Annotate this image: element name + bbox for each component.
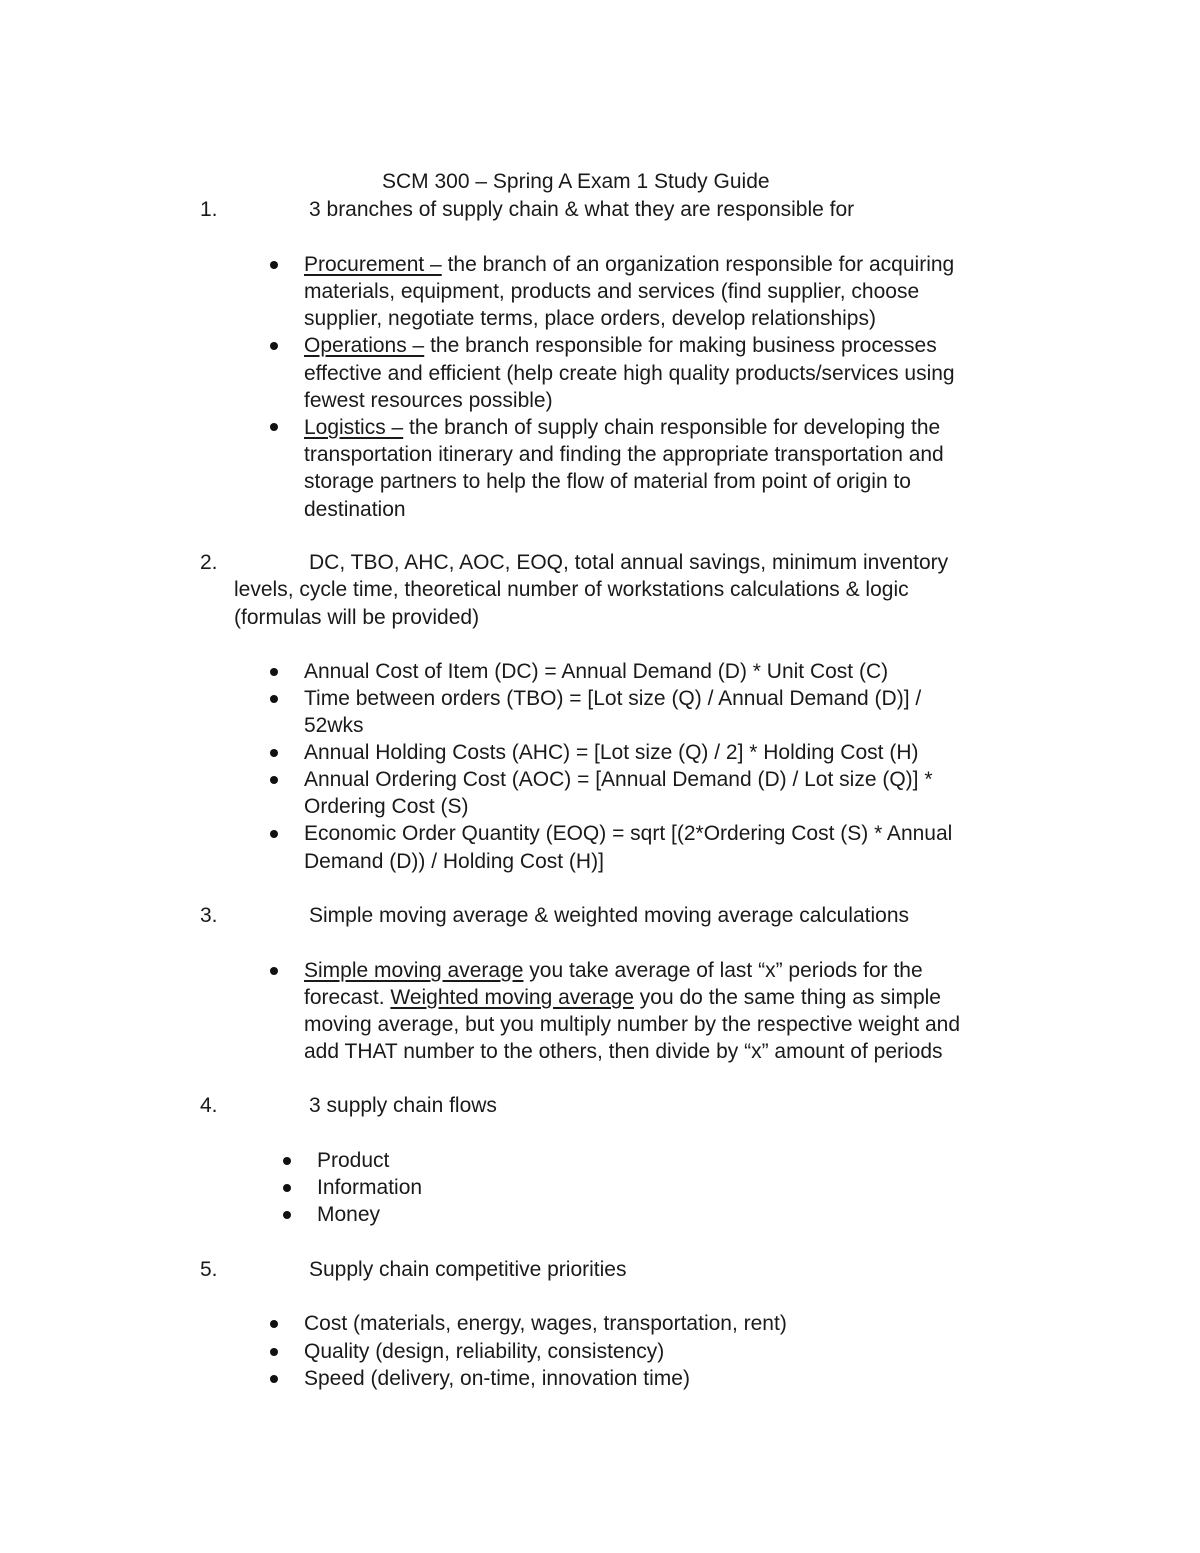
item-text: Ordering Cost (S) bbox=[304, 795, 469, 818]
list-item: Speed (delivery, on-time, innovation time) bbox=[304, 1367, 690, 1390]
item-text: supplier, negotiate terms, place orders, develop relationships) bbox=[304, 307, 876, 330]
list-item: Annual Cost of Item (DC) = Annual Demand (D) * Unit Cost (C) bbox=[304, 660, 889, 683]
term-operations: Operations – bbox=[304, 334, 425, 357]
section-heading: (formulas will be provided) bbox=[234, 606, 480, 629]
document-title: SCM 300 – Spring A Exam 1 Study Guide bbox=[382, 170, 770, 193]
item-text: Demand (D)) / Holding Cost (H)] bbox=[304, 850, 604, 873]
item-text: materials, equipment, products and services (find supplier, choose bbox=[304, 280, 920, 303]
section-heading: Supply chain competitive priorities bbox=[309, 1258, 627, 1281]
item-text: you do the same thing as simple bbox=[633, 986, 941, 1009]
term-simple-moving-average: Simple moving average bbox=[304, 959, 524, 982]
list-item: Quality (design, reliability, consistency) bbox=[304, 1340, 665, 1363]
section-number: 4. bbox=[200, 1094, 218, 1117]
section-heading: levels, cycle time, theoretical number of workstations calculations & logic bbox=[234, 578, 909, 601]
bullet-icon bbox=[270, 776, 278, 784]
bullet-icon bbox=[270, 1348, 278, 1356]
item-text: fewest resources possible) bbox=[304, 389, 553, 412]
list-item: Cost (materials, energy, wages, transportation, rent) bbox=[304, 1312, 787, 1335]
bullet-icon bbox=[270, 423, 278, 431]
term-weighted-moving-average: Weighted moving average bbox=[390, 986, 634, 1009]
section-number: 1. bbox=[200, 198, 218, 221]
bullet-icon bbox=[270, 668, 278, 676]
bullet-icon bbox=[270, 1320, 278, 1328]
section-heading: 3 supply chain flows bbox=[309, 1094, 497, 1117]
bullet-icon bbox=[270, 967, 278, 975]
item-text: add THAT number to the others, then divide by “x” amount of periods bbox=[304, 1040, 943, 1063]
list-item: Money bbox=[317, 1203, 381, 1226]
term-logistics: Logistics – bbox=[304, 416, 404, 439]
bullet-icon bbox=[283, 1211, 291, 1219]
list-item: Annual Holding Costs (AHC) = [Lot size (Q) / 2] * Holding Cost (H) bbox=[304, 741, 919, 764]
list-item bbox=[304, 414, 940, 441]
bullet-icon bbox=[270, 830, 278, 838]
item-text: effective and efficient (help create high quality products/services using bbox=[304, 362, 955, 385]
term-procurement: Procurement – bbox=[304, 253, 442, 276]
bullet-icon bbox=[270, 695, 278, 703]
item-text: the branch of supply chain responsible for developing the bbox=[403, 416, 941, 439]
bullet-icon bbox=[270, 342, 278, 350]
bullet-icon bbox=[283, 1157, 291, 1165]
item-text: forecast. bbox=[304, 986, 391, 1009]
item-text: you take average of last “x” periods for the bbox=[523, 959, 923, 982]
list-item: Information bbox=[317, 1176, 423, 1199]
list-item: Time between orders (TBO) = [Lot size (Q) / Annual Demand (D)] / bbox=[304, 687, 922, 710]
section-heading: Simple moving average & weighted moving average calculations bbox=[309, 904, 909, 927]
bullet-icon bbox=[270, 261, 278, 269]
list-item: Product bbox=[317, 1149, 390, 1172]
bullet-icon bbox=[270, 1375, 278, 1383]
item-text: the branch of an organization responsible for acquiring bbox=[441, 253, 955, 276]
item-text: 52wks bbox=[304, 714, 364, 737]
item-text: the branch responsible for making business processes bbox=[424, 334, 937, 357]
list-item bbox=[304, 251, 954, 278]
item-text: transportation itinerary and finding the appropriate transportation and bbox=[304, 443, 944, 466]
item-text: moving average, but you multiply number by the respective weight and bbox=[304, 1013, 961, 1036]
section-heading: DC, TBO, AHC, AOC, EOQ, total annual savings, minimum inventory bbox=[309, 551, 949, 574]
section-number: 5. bbox=[200, 1258, 218, 1281]
list-item bbox=[304, 332, 937, 359]
bullet-icon bbox=[270, 749, 278, 757]
item-text: destination bbox=[304, 498, 406, 521]
item-text: storage partners to help the flow of material from point of origin to bbox=[304, 470, 911, 493]
section-number: 2. bbox=[200, 551, 218, 574]
list-item bbox=[304, 957, 923, 984]
list-item: Annual Ordering Cost (AOC) = [Annual Demand (D) / Lot size (Q)] * bbox=[304, 768, 933, 791]
section-heading: 3 branches of supply chain & what they are responsible for bbox=[309, 198, 855, 221]
bullet-icon bbox=[283, 1184, 291, 1192]
list-item: Economic Order Quantity (EOQ) = sqrt [(2*Ordering Cost (S) * Annual bbox=[304, 822, 953, 845]
section-number: 3. bbox=[200, 904, 218, 927]
item-text bbox=[304, 984, 941, 1011]
